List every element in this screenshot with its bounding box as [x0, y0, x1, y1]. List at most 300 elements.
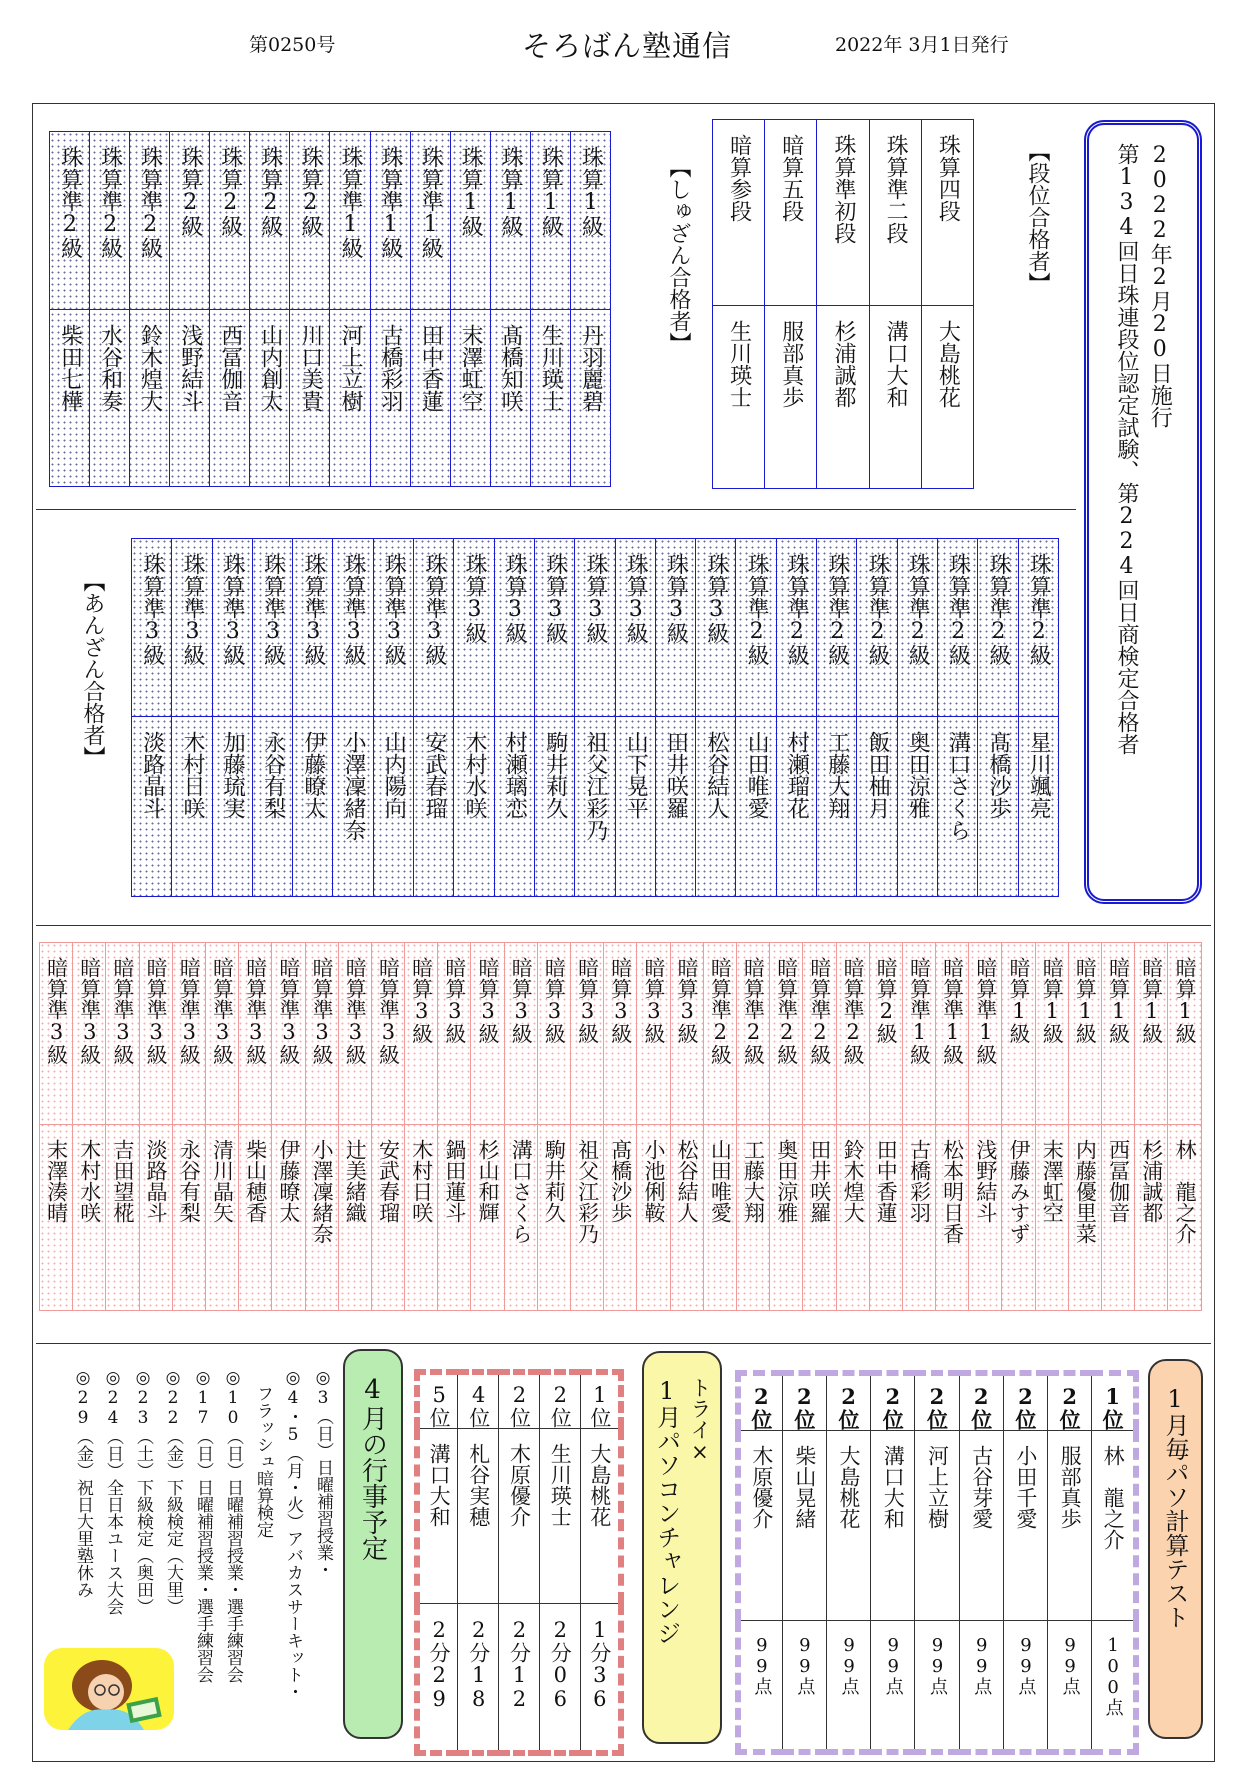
grade-label: 珠算準3級	[179, 553, 205, 666]
student-name-wrap	[140, 1125, 172, 1310]
student-name-cell	[40, 1125, 73, 1311]
anzan-top-table	[131, 538, 1059, 897]
student-name-wrap	[1036, 1125, 1068, 1310]
grade-label: 暗算3級	[575, 957, 600, 1044]
grade-label-cell	[293, 539, 333, 717]
grade-label-cell	[333, 539, 373, 717]
grade-label-cell	[530, 132, 570, 310]
grade-label: 珠算準3級	[139, 553, 165, 666]
grade-label-cell	[765, 120, 817, 306]
grade-label-wrap	[1019, 539, 1058, 716]
student-name-wrap	[616, 717, 655, 896]
pc-name-cell	[738, 1431, 782, 1621]
grade-label: 暗算準3級	[243, 957, 268, 1065]
grade-label-cell	[438, 943, 471, 1125]
student-name-cell	[655, 717, 695, 897]
grade-label-cell	[40, 943, 73, 1125]
student-name-wrap	[454, 717, 493, 896]
grade-label-cell	[490, 132, 530, 310]
grade-label-wrap	[491, 132, 530, 309]
student-name-wrap	[870, 1125, 902, 1310]
pc-score-cell	[959, 1621, 1003, 1753]
grade-label-cell	[937, 539, 977, 717]
challenge-name: 生川瑛士	[548, 1443, 573, 1527]
student-name-cell	[1018, 717, 1058, 897]
student-name-cell	[897, 717, 937, 897]
pc-name-cell	[871, 1431, 915, 1621]
separator-1	[36, 509, 1076, 510]
student-name-cell	[205, 1125, 238, 1311]
pc-rank: 2位	[1057, 1384, 1083, 1430]
challenge-time-cell	[539, 1604, 580, 1754]
pc-score-cell	[1048, 1621, 1092, 1753]
challenge-name: 木原優介	[507, 1443, 532, 1527]
student-name: 駒井莉久	[542, 731, 568, 819]
challenge-rank-wrap	[581, 1375, 618, 1428]
grade-label-cell	[1168, 943, 1202, 1125]
pc-score-wrap	[741, 1621, 782, 1749]
student-name-cell	[765, 306, 817, 489]
challenge-rank-cell	[458, 1372, 499, 1429]
student-name: 安武春瑠	[421, 731, 447, 819]
student-name-wrap	[671, 1125, 703, 1310]
student-name-wrap	[704, 1125, 736, 1310]
grade-label-wrap	[213, 539, 252, 716]
student-name: 鈴木煌大	[841, 1139, 866, 1223]
grade-label-cell	[570, 132, 610, 310]
grade-label-cell	[210, 132, 250, 310]
grade-label: 暗算準3級	[110, 957, 135, 1065]
challenge-time-wrap	[581, 1604, 618, 1750]
challenge-time-cell	[499, 1604, 540, 1754]
student-name-wrap	[371, 310, 410, 486]
pc-score-wrap	[960, 1621, 1003, 1749]
pc-name-cell	[1092, 1431, 1136, 1621]
newsletter-title: そろばん塾通信	[522, 29, 733, 63]
pc-score-wrap	[1048, 1621, 1091, 1749]
grade-label-wrap	[817, 539, 856, 716]
grade-label-wrap	[938, 539, 977, 716]
student-name-wrap	[969, 1125, 1001, 1310]
grade-label-wrap	[978, 539, 1017, 716]
student-name-cell	[537, 1125, 570, 1311]
grade-label-cell	[410, 132, 450, 310]
grade-label: 珠算1級	[578, 146, 604, 237]
student-name-wrap	[737, 1125, 769, 1310]
student-name: 村瀬瑠花	[784, 731, 810, 819]
grade-label: 暗算3級	[675, 957, 700, 1044]
grade-label: 珠算準2級	[985, 553, 1011, 666]
student-name: 丹羽麗碧	[578, 324, 604, 412]
grade-label-cell	[373, 539, 413, 717]
student-name-wrap	[491, 310, 530, 486]
grade-label-cell	[172, 943, 205, 1125]
grade-label: 珠算2級	[297, 146, 323, 237]
challenge-rank-wrap	[458, 1375, 498, 1428]
challenge-time-cell	[458, 1604, 499, 1754]
student-name-cell	[1068, 1125, 1101, 1311]
student-name: 奥田涼雅	[774, 1139, 799, 1223]
pc-score-wrap	[1004, 1621, 1047, 1749]
grade-label: 珠算準2級	[1026, 553, 1052, 666]
teacher-illustration	[44, 1648, 174, 1730]
student-name: 髙橋知咲	[498, 324, 524, 412]
student-name: 古橋彩羽	[907, 1139, 932, 1223]
student-name-cell	[212, 717, 252, 897]
student-name: 工藤大翔	[741, 1139, 766, 1223]
student-name-cell	[736, 1125, 769, 1311]
student-name-cell	[736, 717, 776, 897]
grade-label-cell	[494, 539, 534, 717]
grade-label-wrap	[898, 539, 937, 716]
student-name-wrap	[604, 1125, 636, 1310]
student-name-wrap	[713, 306, 764, 488]
pc-rank-cell	[1092, 1373, 1136, 1431]
grade-label-cell	[450, 132, 490, 310]
grade-label: 暗算準3級	[144, 957, 169, 1065]
challenge-name-wrap	[458, 1429, 498, 1603]
pc-score-wrap	[827, 1621, 870, 1749]
student-name-wrap	[1069, 1125, 1101, 1310]
grade-label-wrap	[330, 132, 369, 309]
grade-label-cell	[1102, 943, 1135, 1125]
events-heading: 4月の行事予定	[357, 1375, 388, 1561]
student-name-wrap	[837, 1125, 869, 1310]
student-name: 浅野結斗	[177, 324, 203, 412]
pc-rank: 2位	[836, 1384, 862, 1430]
grade-label-cell	[139, 943, 172, 1125]
grade-label-wrap	[210, 132, 249, 309]
pc-test-table	[735, 1370, 1139, 1755]
student-name-wrap	[170, 310, 209, 486]
grade-label-wrap	[571, 943, 603, 1124]
challenge-rank: 4位	[466, 1383, 491, 1428]
event-item: ◎10（日）日曜補習授業・選手練習会	[223, 1368, 243, 1683]
grade-label-wrap	[451, 132, 490, 309]
grade-label: 暗算準2級	[774, 957, 799, 1065]
grade-label-cell	[655, 539, 695, 717]
student-name: 駒井莉久	[542, 1139, 567, 1223]
student-name-cell	[450, 310, 490, 487]
grade-label-cell	[250, 132, 290, 310]
student-name-wrap	[571, 1125, 603, 1310]
grade-label: 珠算準3級	[300, 553, 326, 666]
grade-label-wrap	[495, 539, 534, 716]
pc-score: 99点	[1059, 1635, 1081, 1695]
student-name-wrap	[936, 1125, 968, 1310]
student-name-cell	[132, 717, 172, 897]
grade-label: 暗算準3級	[343, 957, 368, 1065]
student-name-cell	[530, 310, 570, 487]
pc-rank-cell	[915, 1373, 959, 1431]
student-name: 末澤虹空	[458, 324, 484, 412]
grade-label: 珠算準2級	[57, 146, 83, 259]
student-name: 星川颯亮	[1026, 731, 1052, 819]
grade-label-cell	[776, 539, 816, 717]
student-name: 安武春瑠	[376, 1139, 401, 1223]
student-name-wrap	[538, 1125, 570, 1310]
events-list	[63, 1368, 338, 1700]
pc-score: 99点	[971, 1635, 993, 1695]
grade-label-cell	[902, 943, 935, 1125]
pc-rank: 2位	[1012, 1384, 1038, 1430]
grade-label-wrap	[372, 943, 404, 1124]
student-name: 永谷有梨	[177, 1139, 202, 1223]
issue-number: 第0250号	[249, 34, 336, 56]
student-name-wrap	[857, 717, 896, 896]
grade-label: 珠算準2級	[945, 553, 971, 666]
student-name: 清川晶矢	[210, 1139, 235, 1223]
student-name-wrap	[531, 310, 570, 486]
pc-name-wrap	[783, 1431, 826, 1620]
challenge-rank-cell	[539, 1372, 580, 1429]
student-name-wrap	[451, 310, 490, 486]
challenge-rank: 2位	[507, 1383, 532, 1428]
pc-name-cell	[826, 1431, 870, 1621]
grade-label: 暗算準2級	[841, 957, 866, 1065]
student-name-wrap	[293, 717, 332, 896]
pc-name: 林 龍之介	[1101, 1445, 1126, 1550]
student-name: 田井咲羅	[663, 731, 689, 819]
student-name-wrap	[817, 717, 856, 896]
grade-label-wrap	[765, 120, 816, 305]
student-name-wrap	[1168, 1125, 1201, 1310]
grade-label: 暗算3級	[476, 957, 501, 1044]
challenge-time: 2分06	[548, 1618, 573, 1711]
grade-label-cell	[90, 132, 130, 310]
grade-label-wrap	[575, 539, 614, 716]
pc-rank: 1位	[1100, 1384, 1126, 1430]
student-name-cell	[333, 717, 373, 897]
challenge-rank: 5位	[427, 1383, 452, 1428]
student-name-cell	[370, 310, 410, 487]
grade-label-cell	[50, 132, 90, 310]
grade-label-wrap	[571, 132, 610, 309]
student-name-wrap	[637, 1125, 669, 1310]
pc-score: 99点	[838, 1635, 860, 1695]
challenge-name-wrap	[540, 1429, 580, 1603]
challenge-rank-wrap	[540, 1375, 580, 1428]
grade-label-cell	[978, 539, 1018, 717]
grade-label: 暗算3級	[608, 957, 633, 1044]
pc-test-heading: 1月毎パソ計算テスト	[1161, 1385, 1189, 1629]
grade-label-wrap	[250, 132, 289, 309]
pc-score-cell	[826, 1621, 870, 1753]
student-name-wrap	[172, 717, 211, 896]
student-name-cell	[90, 310, 130, 487]
challenge-rank: 1位	[587, 1383, 612, 1428]
pc-name: 古谷芽愛	[969, 1445, 994, 1529]
student-name-cell	[1002, 1125, 1035, 1311]
grade-label-cell	[703, 943, 736, 1125]
grade-label-wrap	[736, 539, 775, 716]
student-name: 松本明日香	[940, 1139, 965, 1244]
student-name-cell	[454, 717, 494, 897]
grade-label-cell	[172, 539, 212, 717]
grade-label: 暗算準1級	[973, 957, 998, 1065]
grade-label-cell	[936, 943, 969, 1125]
grade-label-cell	[857, 539, 897, 717]
shuzan-table	[49, 131, 611, 487]
grade-label: 暗算1級	[1040, 957, 1065, 1044]
pc-rank-cell	[1048, 1373, 1092, 1431]
student-name-cell	[414, 717, 454, 897]
student-name-wrap	[938, 717, 977, 896]
student-name: 伊藤暸太	[300, 731, 326, 819]
event-item: ◎22（金）下級検定（大里）	[163, 1368, 183, 1615]
grade-label: 暗算五段	[778, 134, 804, 222]
grade-label-cell	[736, 943, 769, 1125]
grade-label-wrap	[333, 539, 372, 716]
student-name-wrap	[173, 1125, 205, 1310]
grade-label-wrap	[903, 943, 935, 1124]
challenge-time: 1分36	[587, 1618, 612, 1711]
pc-test-banner	[1148, 1359, 1203, 1739]
pc-score-wrap	[783, 1621, 826, 1749]
grade-label-wrap	[817, 120, 868, 305]
pc-score: 100点	[1102, 1635, 1124, 1716]
grade-label-wrap	[531, 132, 570, 309]
grade-label: 暗算1級	[1007, 957, 1032, 1044]
student-name: 村瀬璃恋	[502, 731, 528, 819]
grade-label-cell	[696, 539, 736, 717]
student-name-cell	[703, 1125, 736, 1311]
student-name: 永谷有梨	[260, 731, 286, 819]
student-name-wrap	[817, 306, 868, 488]
grade-label-cell	[170, 132, 210, 310]
pc-score-wrap	[871, 1621, 914, 1749]
student-name-cell	[490, 310, 530, 487]
pc-name-wrap	[960, 1431, 1003, 1620]
pc-name-wrap	[827, 1431, 870, 1620]
student-name-wrap	[106, 1125, 138, 1310]
student-name-cell	[50, 310, 90, 487]
grade-label: 珠算3級	[582, 553, 608, 644]
student-name-cell	[471, 1125, 504, 1311]
pc-rank-wrap	[827, 1376, 870, 1430]
student-name-wrap	[253, 717, 292, 896]
pc-name-wrap	[741, 1431, 782, 1620]
student-name-cell	[776, 717, 816, 897]
pc-rank-wrap	[915, 1376, 958, 1430]
issue-date: 2022年 3月1日発行	[835, 34, 1009, 56]
grade-label-cell	[575, 539, 615, 717]
student-name-cell	[1102, 1125, 1135, 1311]
pc-rank: 2位	[791, 1384, 817, 1430]
challenge-rank-wrap	[420, 1375, 457, 1428]
student-name: 内藤優里菜	[1073, 1139, 1098, 1244]
student-name-wrap	[575, 717, 614, 896]
student-name-cell	[139, 1125, 172, 1311]
student-name-cell	[921, 306, 973, 489]
student-name-cell	[836, 1125, 869, 1311]
grade-label: 珠算1級	[498, 146, 524, 237]
grade-label-wrap	[1002, 943, 1034, 1124]
exam-title-line2: 2022年2月20日施行	[1147, 143, 1173, 428]
grade-label: 暗算準2級	[807, 957, 832, 1065]
student-name-wrap	[898, 717, 937, 896]
pc-challenge-sub: トライ×	[687, 1377, 712, 1464]
grade-label: 暗算準3級	[77, 957, 102, 1065]
student-name: 小澤凜緒奈	[341, 731, 367, 841]
grade-label-cell	[73, 943, 106, 1125]
grade-label-wrap	[40, 943, 72, 1124]
pc-name-wrap	[915, 1431, 958, 1620]
student-name-wrap	[1002, 1125, 1034, 1310]
challenge-name-wrap	[581, 1429, 618, 1603]
grade-label-cell	[615, 539, 655, 717]
grade-label-cell	[338, 943, 371, 1125]
student-name-wrap	[870, 306, 921, 488]
challenge-rank-cell	[580, 1372, 621, 1429]
grade-label-wrap	[1036, 943, 1068, 1124]
grade-label-wrap	[371, 132, 410, 309]
grade-label: 珠算準3級	[421, 553, 447, 666]
grade-label: 珠算準3級	[341, 553, 367, 666]
grade-label-cell	[370, 132, 410, 310]
student-name-cell	[803, 1125, 836, 1311]
student-name: 吉田望椛	[110, 1139, 135, 1223]
teacher-illustration-graphic	[44, 1648, 174, 1730]
student-name: 溝口さくら	[509, 1139, 534, 1244]
student-name: 生川瑛士	[726, 320, 752, 408]
grade-label: 珠算2級	[257, 146, 283, 237]
student-name-cell	[817, 306, 869, 489]
student-name: 柴田七樺	[57, 324, 83, 412]
student-name: 柴山穂香	[243, 1139, 268, 1223]
grade-label-wrap	[411, 132, 450, 309]
challenge-name: 溝口大和	[427, 1443, 452, 1527]
student-name: 生川瑛士	[538, 324, 564, 412]
student-name: 小池俐鞍	[641, 1139, 666, 1223]
student-name: 木村水咲	[462, 731, 488, 819]
grade-label: 暗算準1級	[907, 957, 932, 1065]
pc-rank-wrap	[1092, 1376, 1133, 1430]
student-name: 松谷結人	[703, 731, 729, 819]
student-name: 加藤琉実	[220, 731, 246, 819]
grade-label-wrap	[505, 943, 537, 1124]
grade-label-cell	[637, 943, 670, 1125]
student-name-wrap	[495, 717, 534, 896]
shuzan-heading: 【しゅざん合格者】	[666, 156, 691, 354]
exam-title-line1: 第134回日珠連段位認定試験、第224回日商検定合格者	[1114, 143, 1139, 755]
challenge-time-cell	[580, 1604, 621, 1754]
challenge-name-cell	[539, 1429, 580, 1604]
student-name-cell	[902, 1125, 935, 1311]
grade-label: 暗算参段	[726, 134, 752, 222]
grade-label-wrap	[438, 943, 470, 1124]
student-name: 祖父江彩乃	[575, 1139, 600, 1244]
pc-challenge-heading: 1月パソコンチャレンジ	[652, 1377, 681, 1645]
student-name-wrap	[50, 310, 89, 486]
pc-challenge-banner	[642, 1351, 722, 1744]
challenge-time-cell	[417, 1604, 458, 1754]
grade-label-cell	[736, 539, 776, 717]
grade-label: 珠算準3級	[260, 553, 286, 666]
grade-label-wrap	[737, 943, 769, 1124]
pc-score: 99点	[1015, 1635, 1037, 1695]
grade-label-cell	[414, 539, 454, 717]
student-name: 西冨伽音	[1106, 1139, 1131, 1223]
student-name-cell	[272, 1125, 305, 1311]
challenge-name-cell	[580, 1429, 621, 1604]
student-name-cell	[73, 1125, 106, 1311]
grade-label: 珠算準2級	[905, 553, 931, 666]
grade-label: 珠算準1級	[418, 146, 444, 259]
pc-name: 服部真歩	[1058, 1445, 1083, 1529]
challenge-time-wrap	[420, 1604, 457, 1750]
student-name-cell	[410, 310, 450, 487]
